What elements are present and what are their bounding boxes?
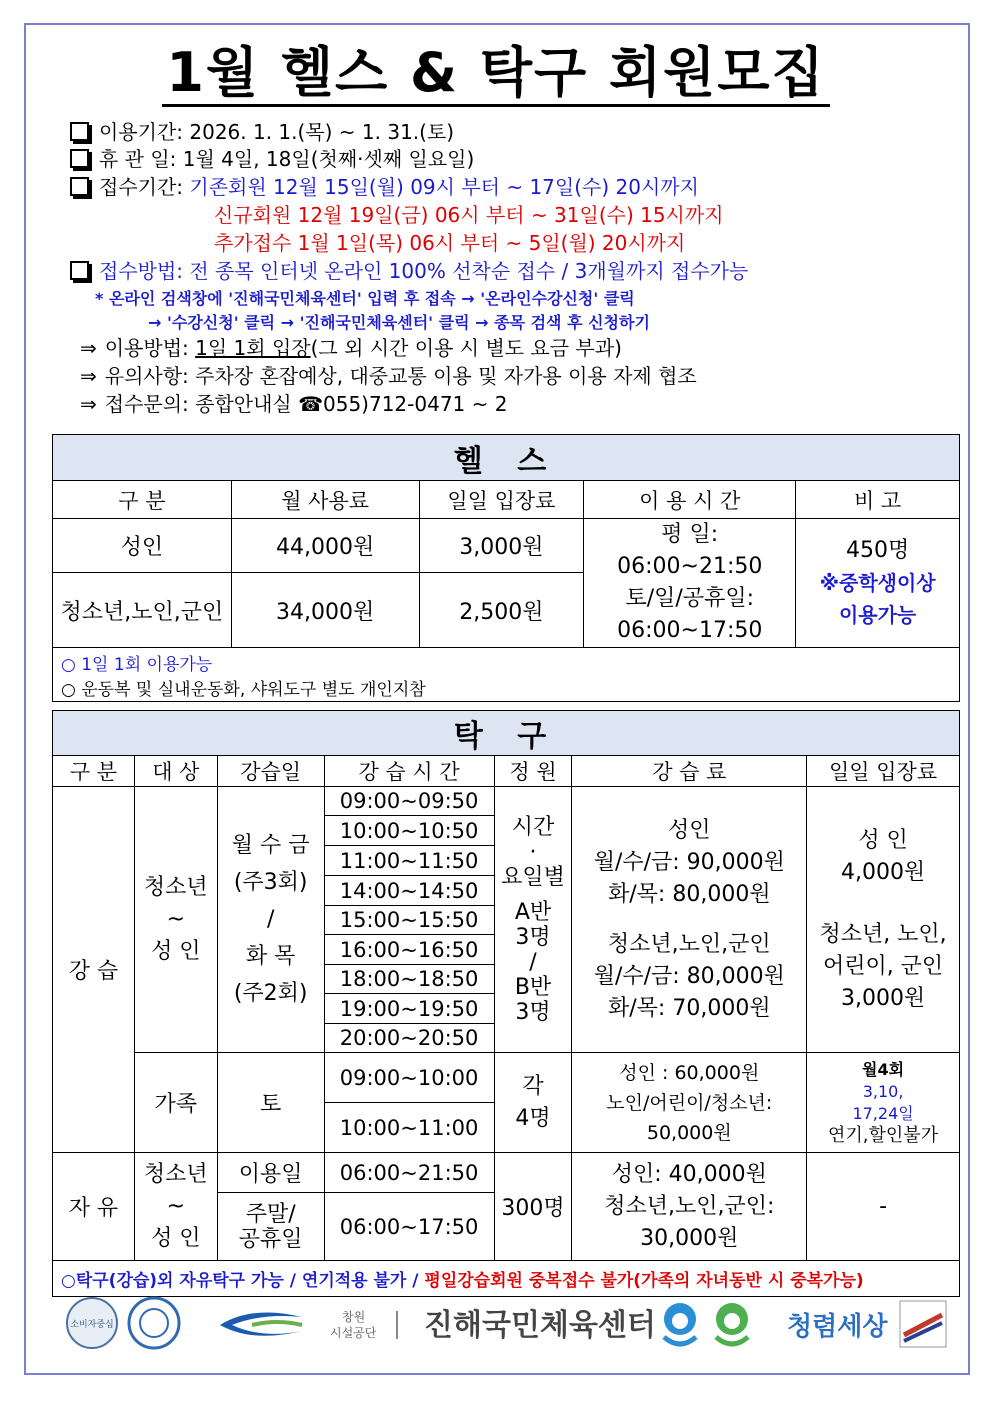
arrow-icon: ⇒	[80, 336, 97, 360]
col-header: 이 용 시 간	[584, 481, 796, 519]
page-title: 1월 헬스 & 탁구 회원모집	[0, 30, 992, 107]
arrow-icon: ⇒	[80, 364, 97, 388]
free-label: 자 유	[53, 1153, 135, 1261]
info-online-1: * 온라인 검색창에 '진해국민체육센터' 입력 후 접속 → '온라인수강신청' 클릭	[95, 289, 635, 308]
health-daily: 3,000원	[419, 519, 584, 573]
health-monthly: 34,000원	[231, 573, 419, 648]
info-period: 이용기간: 2026. 1. 1.(목) ~ 1. 31.(토)	[70, 120, 454, 144]
family-time: 10:00~11:00	[324, 1103, 494, 1153]
info-reg-extra: 추가접수 1월 1일(목) 06시 부터 ~ 5일(월) 20시까지	[214, 231, 686, 255]
footer-center-text: 진해국민체육센터	[424, 1308, 656, 1343]
col-header: 일일 입장료	[807, 756, 960, 787]
lesson-capacity: 시간 · 요일별 A반 3명 / B반 3명	[494, 787, 572, 1053]
lesson-days: 월 수 금 (주3회) / 화 목 (주2회)	[217, 787, 324, 1053]
info-online-2: → '수강신청' 클릭 → '진해국민체육센터' 클릭 → 종목 검색 후 신청하기	[148, 313, 650, 332]
lesson-target: 청소년 ~ 성 인	[134, 787, 217, 1053]
lesson-time: 19:00~19:50	[324, 994, 494, 1024]
free-target: 청소년 ~ 성 인	[134, 1153, 217, 1261]
slogan-text: 청렴세상	[787, 1312, 888, 1342]
lesson-entry: 성 인 4,000원 청소년, 노인, 어린이, 군인 3,000원	[807, 787, 960, 1053]
lesson-fees: 성인 월/수/금: 90,000원 화/목: 80,000원 청소년,노인,군인 월/수/금: 80,000원 화/목: 70,000원	[572, 787, 807, 1053]
family-day: 토	[217, 1053, 324, 1153]
tt-title: 탁 구	[53, 711, 960, 756]
award-badge-icon	[900, 1301, 946, 1347]
free-fees: 성인: 40,000원 청소년,노인,군인: 30,000원	[572, 1153, 807, 1261]
free-entry: -	[807, 1153, 960, 1261]
health-hours: 평 일: 06:00~21:50 토/일/공휴일: 06:00~17:50	[584, 519, 796, 648]
family-note: 월4회 3,10, 17,24일 연기,할인불가	[807, 1053, 960, 1153]
health-monthly: 44,000원	[231, 519, 419, 573]
consumer-badge-icon	[67, 1298, 117, 1348]
free-day: 이용일	[217, 1153, 324, 1193]
info-caution: ⇒ 유의사항: 주차장 혼잡예상, 대중교통 이용 및 자가용 이용 자제 협조	[80, 364, 697, 388]
col-header: 정 원	[494, 756, 572, 787]
lesson-time: 14:00~14:50	[324, 876, 494, 906]
footer	[52, 1295, 960, 1353]
col-header: 강습일	[217, 756, 324, 787]
health-table	[52, 434, 960, 702]
free-time: 06:00~21:50	[324, 1153, 494, 1193]
checkbox-icon	[70, 122, 89, 141]
family-fees: 성인 : 60,000원 노인/어린이/청소년: 50,000원	[572, 1053, 807, 1153]
family-time: 09:00~10:00	[324, 1053, 494, 1103]
col-header: 대 상	[134, 756, 217, 787]
col-header: 구 분	[53, 481, 232, 519]
info-closed: 휴 관 일: 1월 4일, 18일(첫째·셋째 일요일)	[70, 147, 474, 171]
arrow-icon: ⇒	[80, 392, 97, 416]
lesson-time: 20:00~20:50	[324, 1024, 494, 1053]
health-cat: 청소년,노인,군인	[53, 573, 232, 648]
mascot-icon	[716, 1303, 748, 1344]
health-cat: 성인	[53, 519, 232, 573]
col-header: 월 사용료	[231, 481, 419, 519]
tt-bottom-note: ○탁구(강습)외 자유탁구 가능 / 연기적용 불가 / 평일강습회원 중복접수 불가(가족의 자녀동반 시 중복가능)	[53, 1261, 960, 1297]
lesson-time: 16:00~16:50	[324, 935, 494, 965]
family-target: 가족	[134, 1053, 217, 1153]
col-header: 구 분	[53, 756, 135, 787]
info-registration: 접수기간: 기존회원 12월 15일(월) 09시 부터 ~ 17일(수) 20시까지	[70, 175, 699, 199]
info-contact: ⇒ 접수문의: 종합안내실 ☎055)712-0471 ~ 2	[80, 392, 508, 416]
lesson-time: 10:00~10:50	[324, 816, 494, 846]
col-header: 비 고	[796, 481, 960, 519]
col-header: 강 습 시 간	[324, 756, 494, 787]
free-capacity: 300명	[494, 1153, 572, 1261]
col-header: 강 습 료	[572, 756, 807, 787]
health-daily: 2,500원	[419, 573, 584, 648]
svg-text:시설공단: 시설공단	[330, 1326, 377, 1340]
checkbox-icon	[70, 149, 89, 168]
tabletennis-table	[52, 710, 960, 1297]
badge-text: 소비자중심	[70, 1320, 114, 1330]
lesson-time: 11:00~11:50	[324, 846, 494, 876]
cert-badge-icon	[129, 1298, 179, 1348]
health-notes: ○ 1일 1회 이용가능 ○ 운동복 및 실내운동화, 샤워도구 별도 개인지참	[53, 648, 960, 702]
lesson-time: 09:00~09:50	[324, 787, 494, 816]
family-capacity: 각 4명	[494, 1053, 572, 1153]
health-note: 450명 ※중학생이상 이용가능	[796, 519, 960, 648]
info-usage: ⇒ 이용방법: 1일 1회 입장(그 외 시간 이용 시 별도 요금 부과)	[80, 336, 622, 360]
lesson-time: 18:00~18:50	[324, 965, 494, 994]
changwon-facility-logo	[220, 1309, 377, 1340]
free-day: 주말/ 공휴일	[217, 1193, 324, 1261]
info-reg-new: 신규회원 12월 19일(금) 06시 부터 ~ 31일(수) 15시까지	[214, 203, 724, 227]
lesson-label: 강 습	[53, 787, 135, 1153]
lesson-time: 15:00~15:50	[324, 906, 494, 935]
info-method: 접수방법: 전 종목 인터넷 온라인 100% 선착순 접수 / 3개월까지 접수가능	[70, 259, 748, 283]
mascot-icon	[664, 1303, 696, 1344]
free-time: 06:00~17:50	[324, 1193, 494, 1261]
footer-logos	[52, 1295, 960, 1353]
health-title: 헬 스	[53, 435, 960, 481]
checkbox-icon	[70, 177, 89, 196]
col-header: 일일 입장료	[419, 481, 584, 519]
svg-text:창원: 창원	[342, 1310, 366, 1324]
checkbox-icon	[70, 261, 89, 280]
